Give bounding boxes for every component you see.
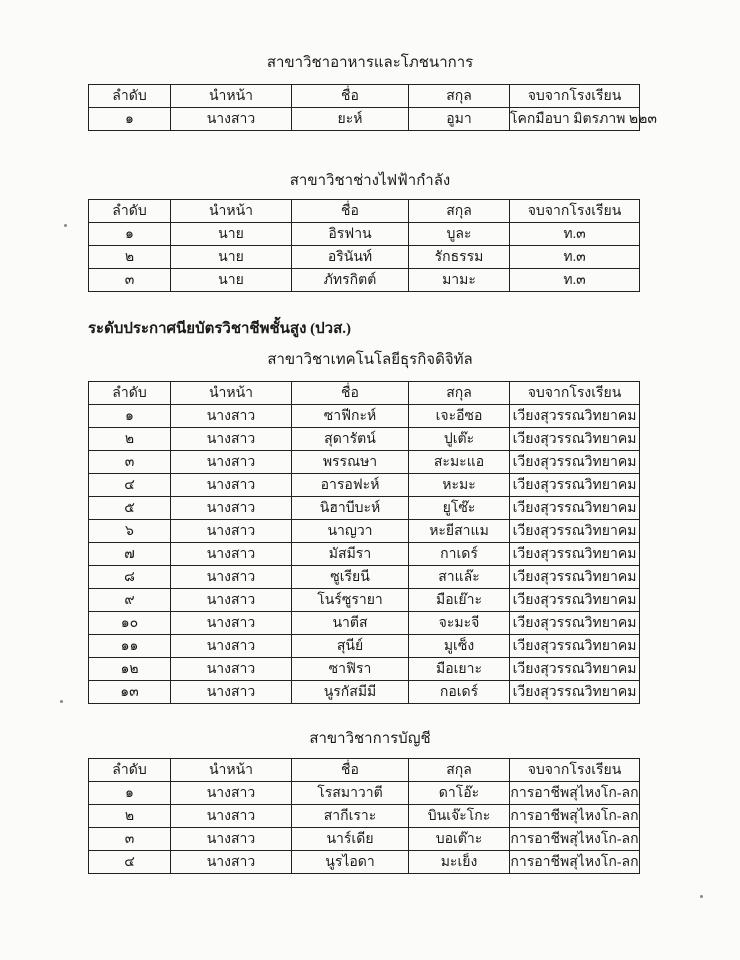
school-cell: เวียงสุวรรณวิทยาคม — [510, 543, 640, 566]
surname-cell: บูละ — [409, 223, 510, 246]
order-cell: ๑๓ — [89, 681, 171, 704]
first-name-cell: สากีเราะ — [292, 805, 409, 828]
school-cell: เวียงสุวรรณวิทยาคม — [510, 589, 640, 612]
header-order: ลำดับ — [89, 759, 171, 782]
surname-cell: เจะอีซอ — [409, 405, 510, 428]
scan-speck — [700, 895, 703, 898]
first-name-cell: สุนีย์ — [292, 635, 409, 658]
prefix-cell: นางสาว — [171, 635, 292, 658]
header-surname: สกุล — [409, 85, 510, 108]
first-name-cell: พรรณษา — [292, 451, 409, 474]
order-cell: ๑ — [89, 782, 171, 805]
school-cell: ท.๓ — [510, 269, 640, 292]
first-name-cell: มัสมีรา — [292, 543, 409, 566]
order-cell: ๖ — [89, 520, 171, 543]
header-order: ลำดับ — [89, 200, 171, 223]
first-name-cell: สุดารัตน์ — [292, 428, 409, 451]
header-order: ลำดับ — [89, 85, 171, 108]
school-cell: เวียงสุวรรณวิทยาคม — [510, 451, 640, 474]
section-title-food-nutrition: สาขาวิชาอาหารและโภชนาการ — [266, 55, 474, 71]
section-title-electrical-power: สาขาวิชาช่างไฟฟ้ากำลัง — [289, 173, 451, 189]
first-name-cell: ภัทรกิตต์ — [292, 269, 409, 292]
surname-cell: สะมะแอ — [409, 451, 510, 474]
school-cell: เวียงสุวรรณวิทยาคม — [510, 612, 640, 635]
prefix-cell: นางสาว — [171, 589, 292, 612]
prefix-cell: นางสาว — [171, 782, 292, 805]
table-header-row — [89, 759, 640, 782]
prefix-cell: นางสาว — [171, 851, 292, 874]
surname-cell: มือเยาะ — [409, 658, 510, 681]
first-name-cell: ซาฟิรา — [292, 658, 409, 681]
school-cell: เวียงสุวรรณวิทยาคม — [510, 497, 640, 520]
header-first-name: ชื่อ — [292, 200, 409, 223]
prefix-cell: นางสาว — [171, 108, 292, 131]
school-cell: เวียงสุวรรณวิทยาคม — [510, 520, 640, 543]
header-school: จบจากโรงเรียน — [510, 200, 640, 223]
prefix-cell: นางสาว — [171, 828, 292, 851]
table-header-row — [89, 200, 640, 223]
surname-cell: ยูโซ๊ะ — [409, 497, 510, 520]
order-cell: ๘ — [89, 566, 171, 589]
table-row — [89, 428, 640, 451]
header-prefix: นำหน้า — [171, 200, 292, 223]
school-cell: เวียงสุวรรณวิทยาคม — [510, 658, 640, 681]
prefix-cell: นางสาว — [171, 428, 292, 451]
first-name-cell: อรินันท์ — [292, 246, 409, 269]
order-cell: ๑ — [89, 223, 171, 246]
header-school: จบจากโรงเรียน — [510, 382, 640, 405]
surname-cell: จะมะจี — [409, 612, 510, 635]
prefix-cell: นางสาว — [171, 405, 292, 428]
order-cell: ๔ — [89, 474, 171, 497]
school-cell: ท.๓ — [510, 223, 640, 246]
header-first-name: ชื่อ — [292, 759, 409, 782]
order-cell: ๒ — [89, 246, 171, 269]
surname-cell: มะเย็ง — [409, 851, 510, 874]
table-row — [89, 782, 640, 805]
first-name-cell: นิฮาบีบะห์ — [292, 497, 409, 520]
prefix-cell: นางสาว — [171, 658, 292, 681]
prefix-cell: นางสาว — [171, 497, 292, 520]
order-cell: ๒ — [89, 428, 171, 451]
surname-cell: มูเซ็ง — [409, 635, 510, 658]
scan-speck — [64, 224, 67, 227]
table-row — [89, 108, 640, 131]
header-order: ลำดับ — [89, 382, 171, 405]
surname-cell: บินเจ๊ะโกะ — [409, 805, 510, 828]
table-row — [89, 828, 640, 851]
prefix-cell: นางสาว — [171, 681, 292, 704]
first-name-cell: โรสมาวาตี — [292, 782, 409, 805]
table-row — [89, 223, 640, 246]
school-cell: การอาชีพสุไหงโก-ลก — [510, 805, 640, 828]
order-cell: ๕ — [89, 497, 171, 520]
order-cell: ๑๐ — [89, 612, 171, 635]
header-first-name: ชื่อ — [292, 382, 409, 405]
surname-cell: กาเดร์ — [409, 543, 510, 566]
order-cell: ๔ — [89, 851, 171, 874]
surname-cell: อูมา — [409, 108, 510, 131]
table-row — [89, 635, 640, 658]
first-name-cell: นูรไอดา — [292, 851, 409, 874]
scan-speck — [60, 700, 63, 703]
prefix-cell: นาย — [171, 223, 292, 246]
header-prefix: นำหน้า — [171, 85, 292, 108]
surname-cell: สาแล๊ะ — [409, 566, 510, 589]
table-electrical-power — [88, 199, 640, 292]
prefix-cell: นางสาว — [171, 474, 292, 497]
table-header-row — [89, 85, 640, 108]
school-cell: การอาชีพสุไหงโก-ลก — [510, 782, 640, 805]
section-title-accounting: สาขาวิชาการบัญชี — [309, 731, 431, 747]
table-row — [89, 851, 640, 874]
header-prefix: นำหน้า — [171, 382, 292, 405]
table-row — [89, 612, 640, 635]
surname-cell: หะมะ — [409, 474, 510, 497]
order-cell: ๓ — [89, 269, 171, 292]
table-row — [89, 543, 640, 566]
table-digital-business — [88, 381, 640, 704]
school-cell: เวียงสุวรรณวิทยาคม — [510, 405, 640, 428]
table-row — [89, 474, 640, 497]
header-surname: สกุล — [409, 759, 510, 782]
order-cell: ๑๒ — [89, 658, 171, 681]
first-name-cell: อิรฟาน — [292, 223, 409, 246]
prefix-cell: นางสาว — [171, 451, 292, 474]
order-cell: ๑ — [89, 405, 171, 428]
table-row — [89, 566, 640, 589]
school-cell: เวียงสุวรรณวิทยาคม — [510, 635, 640, 658]
first-name-cell: นูรกัสมีมี — [292, 681, 409, 704]
header-school: จบจากโรงเรียน — [510, 85, 640, 108]
surname-cell: ดาโอ๊ะ — [409, 782, 510, 805]
table-row — [89, 269, 640, 292]
first-name-cell: นาร์เดีย — [292, 828, 409, 851]
order-cell: ๑ — [89, 108, 171, 131]
school-cell: เวียงสุวรรณวิทยาคม — [510, 566, 640, 589]
surname-cell: ปูเต๊ะ — [409, 428, 510, 451]
surname-cell: รักธรรม — [409, 246, 510, 269]
table-header-row — [89, 382, 640, 405]
surname-cell: บอเต๊าะ — [409, 828, 510, 851]
header-prefix: นำหน้า — [171, 759, 292, 782]
first-name-cell: โนร์ซูรายา — [292, 589, 409, 612]
order-cell: ๓ — [89, 828, 171, 851]
table-row — [89, 405, 640, 428]
prefix-cell: นาย — [171, 269, 292, 292]
first-name-cell: นาญวา — [292, 520, 409, 543]
table-row — [89, 246, 640, 269]
order-cell: ๙ — [89, 589, 171, 612]
school-cell: การอาชีพสุไหงโก-ลก — [510, 828, 640, 851]
surname-cell: กอเดร์ — [409, 681, 510, 704]
header-school: จบจากโรงเรียน — [510, 759, 640, 782]
prefix-cell: นางสาว — [171, 543, 292, 566]
order-cell: ๓ — [89, 451, 171, 474]
table-row — [89, 589, 640, 612]
header-first-name: ชื่อ — [292, 85, 409, 108]
prefix-cell: นาย — [171, 246, 292, 269]
order-cell: ๒ — [89, 805, 171, 828]
table-row — [89, 451, 640, 474]
first-name-cell: อารอฟะห์ — [292, 474, 409, 497]
table-row — [89, 805, 640, 828]
section-title-digital-business: สาขาวิชาเทคโนโลยีธุรกิจดิจิทัล — [267, 352, 473, 368]
prefix-cell: นางสาว — [171, 566, 292, 589]
table-row — [89, 658, 640, 681]
level-heading-diploma: ระดับประกาศนียบัตรวิชาชีพชั้นสูง (ปวส.) — [88, 321, 351, 337]
table-accounting — [88, 758, 640, 874]
prefix-cell: นางสาว — [171, 612, 292, 635]
first-name-cell: นาตีส — [292, 612, 409, 635]
order-cell: ๗ — [89, 543, 171, 566]
order-cell: ๑๑ — [89, 635, 171, 658]
surname-cell: มามะ — [409, 269, 510, 292]
school-cell: เวียงสุวรรณวิทยาคม — [510, 681, 640, 704]
table-row — [89, 497, 640, 520]
first-name-cell: ยะห์ — [292, 108, 409, 131]
school-cell: การอาชีพสุไหงโก-ลก — [510, 851, 640, 874]
first-name-cell: ซูเรียนี — [292, 566, 409, 589]
header-surname: สกุล — [409, 200, 510, 223]
surname-cell: มือเย๊าะ — [409, 589, 510, 612]
school-cell: เวียงสุวรรณวิทยาคม — [510, 428, 640, 451]
prefix-cell: นางสาว — [171, 805, 292, 828]
first-name-cell: ซาฟีกะห์ — [292, 405, 409, 428]
prefix-cell: นางสาว — [171, 520, 292, 543]
table-row — [89, 520, 640, 543]
table-food-nutrition — [88, 84, 657, 131]
surname-cell: หะยีสาแม — [409, 520, 510, 543]
school-cell: เวียงสุวรรณวิทยาคม — [510, 474, 640, 497]
school-cell: ท.๓ — [510, 246, 640, 269]
header-surname: สกุล — [409, 382, 510, 405]
table-row — [89, 681, 640, 704]
school-cell: โคกมือบา มิตรภาพ ๒๒๓ — [510, 108, 640, 131]
